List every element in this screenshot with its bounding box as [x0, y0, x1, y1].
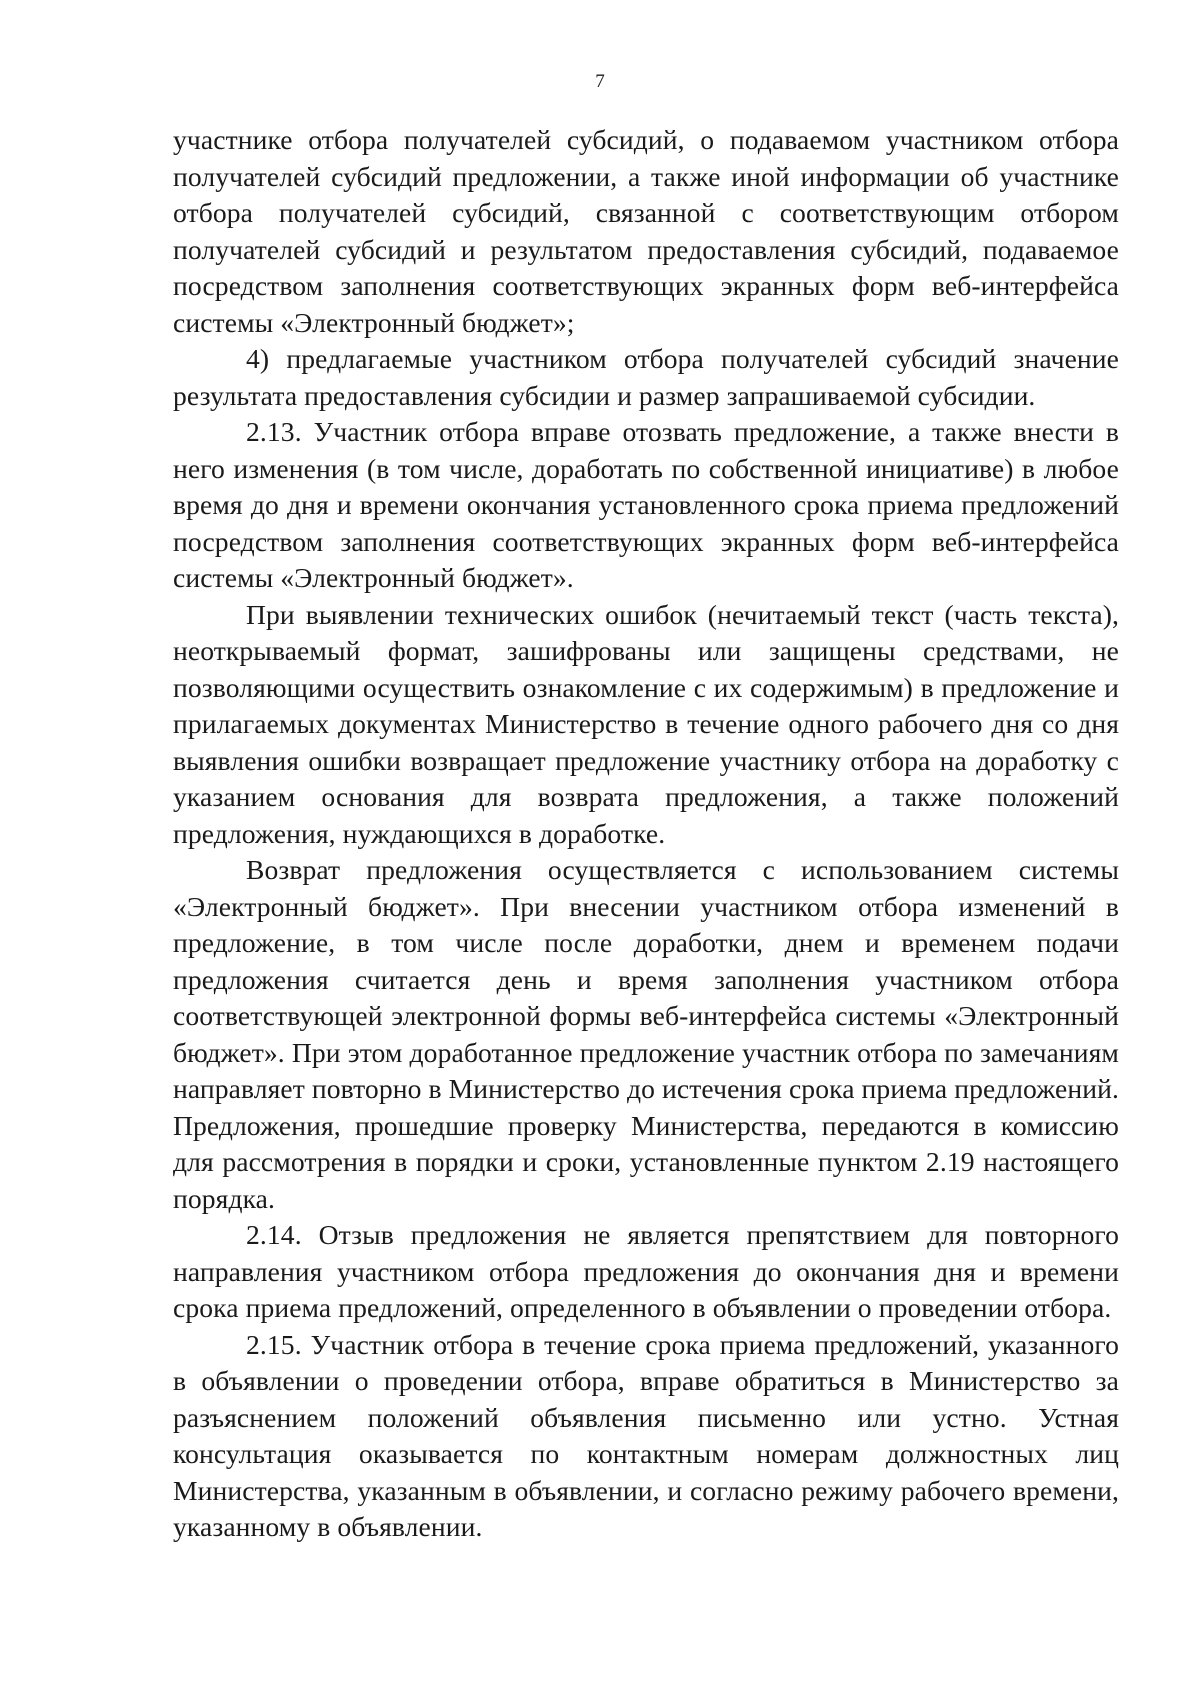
paragraph-technical-errors: При выявлении технических ошибок (нечитаемый текст (часть текста), неоткрываемый формат, зашифрованы или защищены средствами, не позволяющими осуществить ознакомление с их содержимым) в предложение и прилагаемых документах Министерство в течение одного рабочего дня со дня выявления ошибки возвращает предложение участнику отбора на доработку с указанием основания для возврата предложения, а также положений предложения, нуждающихся в доработке.	[173, 598, 1119, 849]
paragraph-clause-2-14: 2.14. Отзыв предложения не является препятствием для повторного направления участником отбора предложения до окончания дня и времени срока приема предложений, определенного в объявлении о проведении отбора.	[173, 1219, 1119, 1323]
document-body	[173, 122, 1119, 1546]
page-number: 7	[595, 71, 605, 92]
paragraph-clause-2-13: 2.13. Участник отбора вправе отозвать предложение, а также внести в него изменения (в том числе, доработать по собственной инициативе) в любое время до дня и времени окончания установленного срока приема предложений посредством заполнения соответствующих экранных форм веб-интерфейса системы «Электронный бюджет».	[173, 416, 1119, 593]
paragraph-item-4: 4) предлагаемые участником отбора получателей субсидий значение результата предоставления субсидии и размер запрашиваемой субсидии.	[173, 343, 1119, 411]
paragraph-clause-2-15: 2.15. Участник отбора в течение срока приема предложений, указанного в объявлении о проведении отбора, вправе обратиться в Министерство за разъяснением положений объявления письменно или устно. Устная консультация оказывается по контактным номерам должностных лиц Министерства, указанным в объявлении, и согласно режиму рабочего времени, указанному в объявлении.	[173, 1328, 1119, 1542]
paragraph-continuation: участнике отбора получателей субсидий, о подаваемом участником отбора получателей субсидий предложении, а также иной информации об участнике отбора получателей субсидий, связанной с соответствующим отбором получателей субсидий и результатом предоставления субсидий, подаваемое посредством заполнения соответствующих экранных форм веб-интерфейса системы «Электронный бюджет»;	[173, 124, 1119, 338]
paragraph-return-of-proposal: Возврат предложения осуществляется с использованием системы «Электронный бюджет». При внесении участником отбора изменений в предложение, в том числе после доработки, днем и временем подачи предложения считается день и время заполнения участником отбора соответствующей электронной формы веб-интерфейса системы «Электронный бюджет». При этом доработанное предложение участник отбора по замечаниям направляет повторно в Министерство до истечения срока приема предложений. Предложения, прошедшие проверку Министерства, передаются в комиссию для рассмотрения в порядки и сроки, установленные пунктом 2.19 настоящего порядка.	[173, 854, 1119, 1214]
